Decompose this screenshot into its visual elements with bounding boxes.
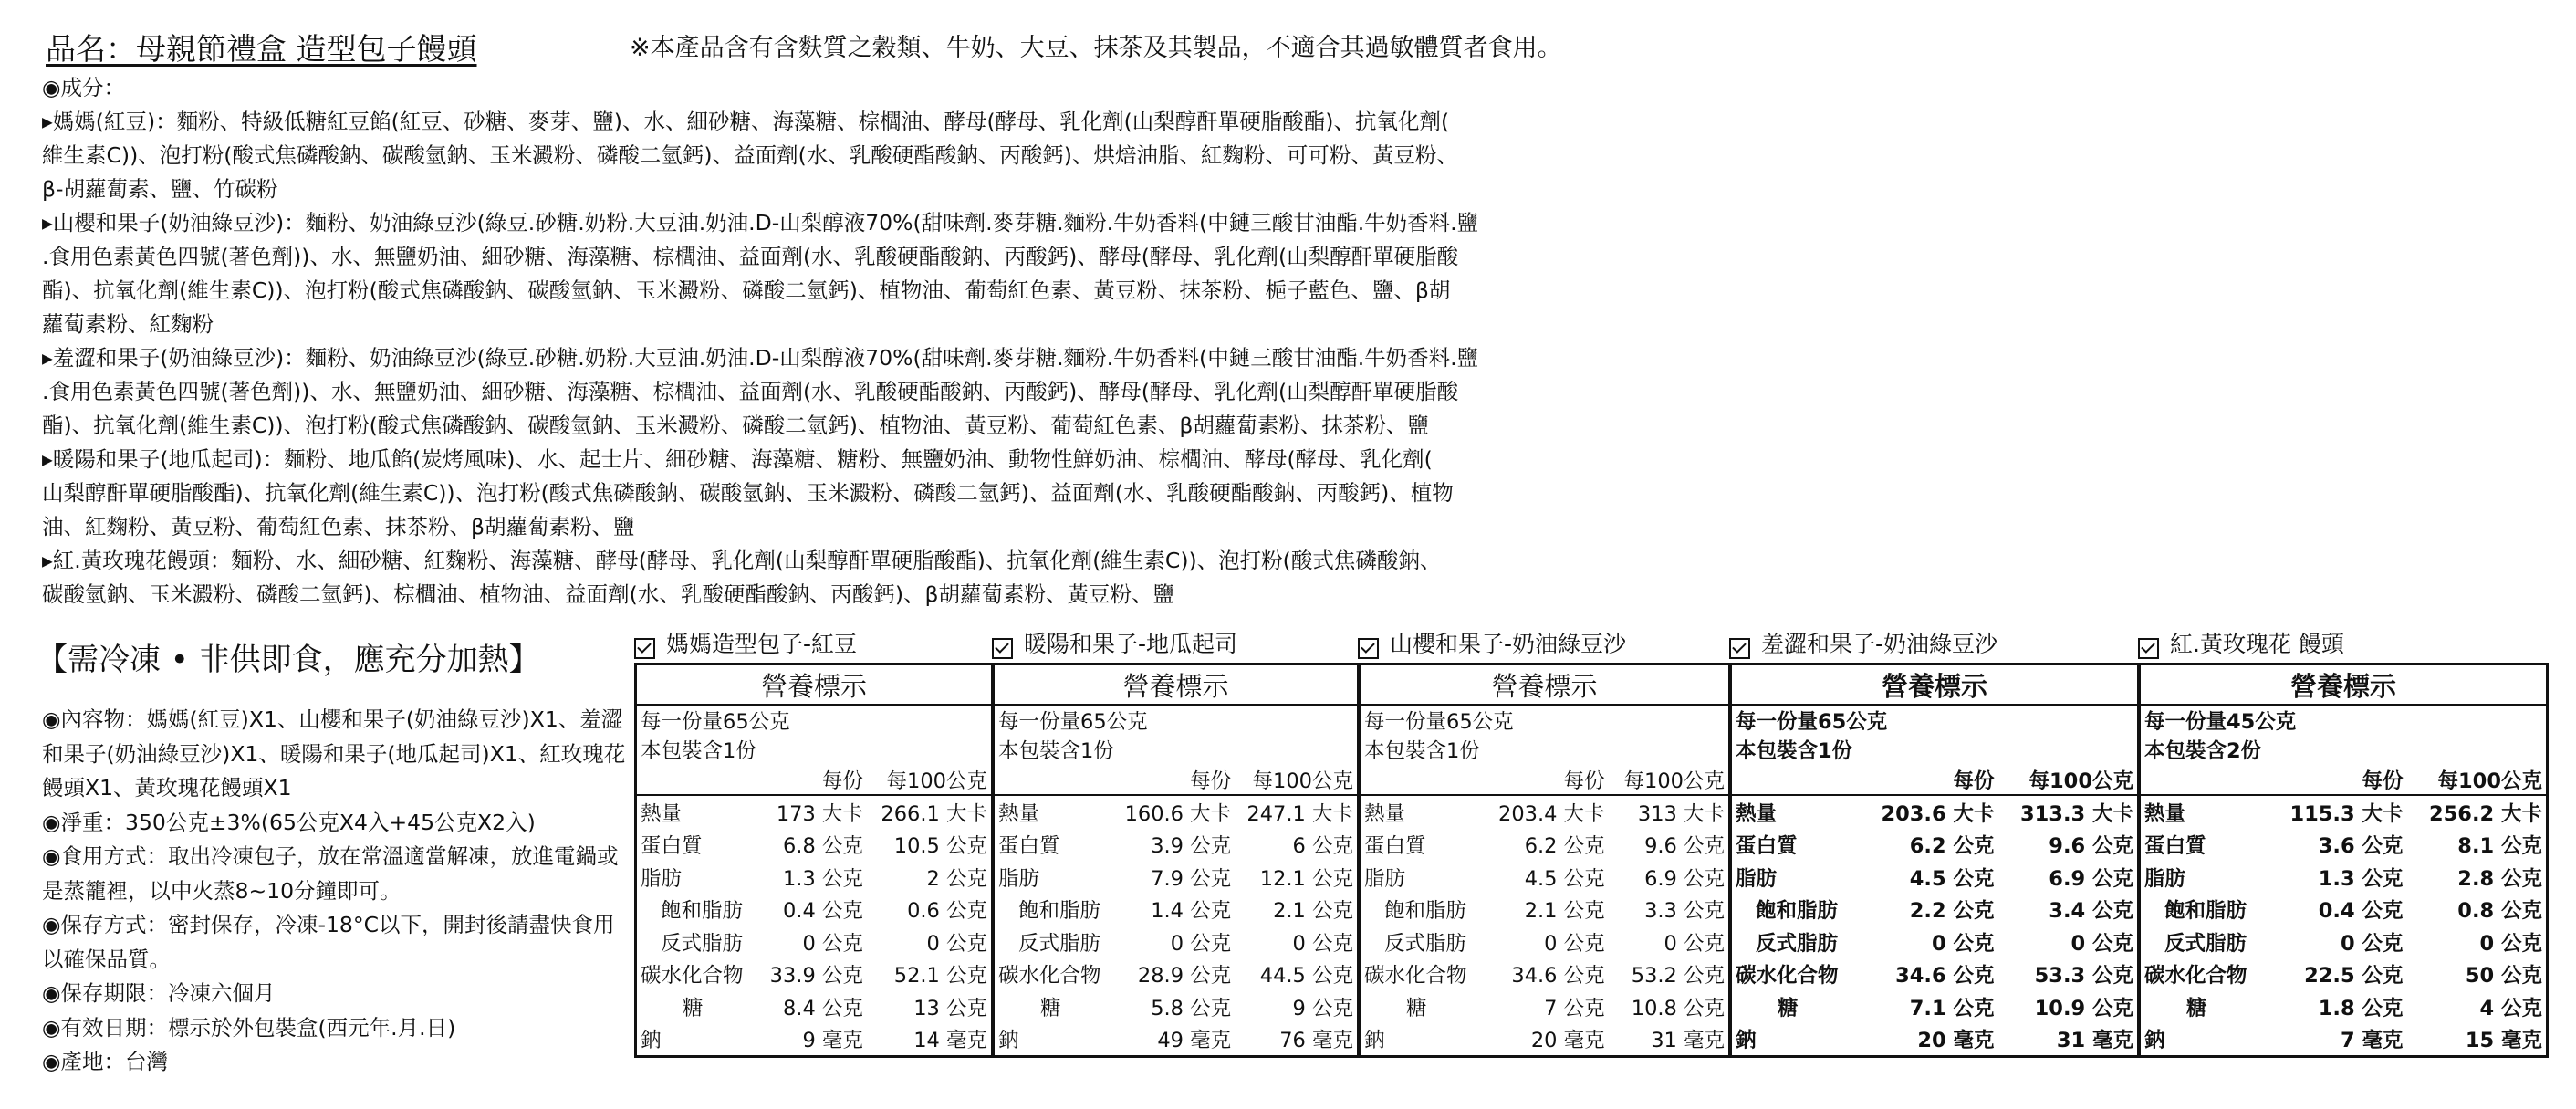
servings-per-package: 本包裝含1份	[1736, 739, 1853, 763]
per-serving-value: 2.1 公克	[1524, 899, 1605, 924]
per-serving-value: 3.6 公克	[2318, 834, 2404, 859]
nutrition-header: 營養標示	[994, 664, 1359, 706]
per-100g-value: 256.2 大卡	[2428, 801, 2542, 826]
nutrient-label: 糖	[1778, 996, 1799, 1020]
per-100g-value: 3.3 公克	[1644, 899, 1725, 924]
nutrition-row	[994, 1023, 1359, 1057]
nutrition-header: 營養標示	[1360, 664, 1730, 706]
allergen-notice: ※本產品含有含麩質之穀類、牛奶、大豆、抹茶及其製品，不適合其過敏體質者食用。	[630, 34, 1562, 62]
per-100g-value: 6.9 公克	[1644, 866, 1725, 891]
nutrient-label: 熱量	[2144, 801, 2186, 826]
nutrition-table	[1358, 663, 1731, 1058]
nutrition-row	[1731, 894, 2139, 926]
nutrition-row	[2140, 829, 2548, 862]
col-per-serving: 每份	[757, 764, 867, 795]
per-100g-value: 13 公克	[913, 996, 987, 1020]
nutrition-table	[2138, 663, 2549, 1058]
col-per-serving: 每份	[1859, 764, 1997, 795]
per-serving-value: 1.3 公克	[2318, 866, 2404, 891]
frozen-warning: 【需冷凍 • 非供即食，應充分加熱】	[37, 642, 540, 678]
nutrition-tables	[634, 613, 2550, 1070]
per-serving-value: 8.4 公克	[782, 996, 863, 1020]
col-per-100g: 每100公克	[1997, 764, 2138, 795]
nutrient-label: 碳水化合物	[998, 964, 1101, 989]
nutrient-label: 蛋白質	[998, 834, 1060, 859]
nutrient-label: 飽和脂肪	[2164, 899, 2247, 924]
servings-per-package: 本包裝含1份	[1364, 739, 1480, 763]
nutrition-row	[1360, 795, 1730, 829]
nutrient-label: 蛋白質	[641, 834, 703, 859]
per-serving-value: 0 公克	[1931, 931, 1995, 956]
contents-text: ◉內容物：媽媽(紅豆)X1、山櫻和果子(奶油綠豆沙)X1、羞澀和果子(奶油綠豆沙)X1、暖陽和果子(地瓜起司)X1、紅玫瑰花饅頭X1、黃玫瑰花饅頭X1	[42, 706, 626, 800]
nutrition-row	[636, 894, 993, 926]
nutrition-panel	[634, 613, 994, 1058]
nutrient-label: 熱量	[998, 801, 1040, 826]
per-100g-value: 2 公克	[926, 866, 987, 891]
per-100g-value: 14 毫克	[913, 1029, 987, 1053]
per-100g-value: 44.5 公克	[1259, 964, 1353, 989]
serving-size: 每一份量65公克	[998, 710, 1148, 734]
nutrient-label: 飽和脂肪	[661, 899, 744, 924]
nutrient-label: 熱量	[1736, 801, 1778, 826]
checkbox-checked-icon[interactable]	[1358, 638, 1379, 659]
product-checkbox-row	[992, 613, 1360, 663]
per-serving-value: 6.8 公克	[782, 834, 863, 859]
per-100g-value: 31 毫克	[2056, 1029, 2133, 1053]
nutrient-label: 鈉	[1736, 1029, 1757, 1053]
per-serving-value: 34.6 公克	[1895, 964, 1995, 989]
per-serving-value: 7.1 公克	[1909, 996, 1995, 1020]
ingredients-section	[42, 71, 1726, 612]
nutrition-table	[992, 663, 1360, 1058]
servings-per-package: 本包裝含1份	[998, 739, 1114, 763]
product-checkbox-row	[634, 613, 994, 663]
ingredients-line: 碳酸氫鈉、玉米澱粉、磷酸二氫鈣)、棕櫚油、植物油、益面劑(水、乳酸硬酯酸鈉、丙酸鈣)、β胡蘿蔔素粉、黃豆粉、鹽	[42, 581, 1175, 607]
ingredients-line: ▸山櫻和果子(奶油綠豆沙)：麵粉、奶油綠豆沙(綠豆.砂糖.奶粉.大豆油.奶油.D-山梨醇液70%(甜味劑.麥芽糖.麵粉.牛奶香料(中鏈三酸甘油酯.牛奶香料.鹽	[42, 210, 1479, 235]
nutrient-label: 脂肪	[998, 866, 1040, 891]
per-100g-value: 76 毫克	[1279, 1029, 1353, 1053]
nutrition-row	[994, 795, 1359, 829]
nutrition-row	[636, 1023, 993, 1057]
per-serving-value: 20 毫克	[1530, 1029, 1605, 1053]
per-serving-value: 1.4 公克	[1151, 899, 1232, 924]
col-per-serving: 每份	[2268, 764, 2406, 795]
per-serving-value: 1.8 公克	[2318, 996, 2404, 1020]
ingredients-line: .食用色素黃色四號(著色劑))、水、無鹽奶油、細砂糖、海藻糖、棕櫚油、益面劑(水、乳酸硬酯酸鈉、丙酸鈣)、酵母(酵母、乳化劑(山梨醇酐單硬脂酸	[42, 244, 1459, 269]
ingredients-line: ▸紅.黃玫瑰花饅頭：麵粉、水、細砂糖、紅麴粉、海藻糖、酵母(酵母、乳化劑(山梨醇酐單硬脂酸酯)、抗氧化劑(維生素C))、泡打粉(酸式焦磷酸鈉、	[42, 548, 1442, 573]
nutrition-row	[994, 861, 1359, 894]
nutrition-row	[1731, 829, 2139, 862]
product-checkbox-row	[1729, 613, 2140, 663]
per-100g-value: 0.8 公克	[2457, 899, 2542, 924]
serving-size: 每一份量65公克	[641, 710, 790, 734]
per-100g-value: 50 公克	[2465, 964, 2542, 989]
per-serving-value: 0.4 公克	[2318, 899, 2404, 924]
serving-size: 每一份量45公克	[2144, 710, 2297, 734]
per-100g-value: 31 毫克	[1651, 1029, 1725, 1053]
nutrition-row	[1360, 829, 1730, 862]
per-100g-value: 0 公克	[926, 931, 987, 956]
nutrient-label: 蛋白質	[2144, 834, 2206, 859]
nutrient-label: 飽和脂肪	[1018, 899, 1101, 924]
per-serving-value: 160.6 大卡	[1124, 801, 1232, 826]
per-serving-value: 20 毫克	[1917, 1029, 1995, 1053]
nutrition-row	[994, 829, 1359, 862]
nutrition-header: 營養標示	[636, 664, 993, 706]
nutrition-row	[636, 795, 993, 829]
nutrition-row	[1731, 795, 2139, 829]
ingredients-line: β-胡蘿蔔素、鹽、竹碳粉	[42, 176, 278, 202]
checkbox-checked-icon[interactable]	[992, 638, 1013, 659]
per-100g-value: 9.6 公克	[1644, 834, 1725, 859]
per-serving-value: 4.5 公克	[1524, 866, 1605, 891]
per-serving-value: 33.9 公克	[769, 964, 863, 989]
nutrition-row	[2140, 958, 2548, 991]
per-serving-value: 5.8 公克	[1151, 996, 1232, 1020]
per-serving-value: 173 大卡	[776, 801, 863, 826]
nutrition-row	[994, 926, 1359, 958]
per-serving-value: 22.5 公克	[2304, 964, 2404, 989]
product-checkbox-label: 媽媽造型包子-紅豆	[666, 631, 858, 657]
nutrition-row	[636, 861, 993, 894]
per-serving-value: 1.3 公克	[782, 866, 863, 891]
nutrition-table	[634, 663, 994, 1058]
per-serving-value: 0 公克	[2340, 931, 2404, 956]
per-serving-value: 0 公克	[1544, 931, 1605, 956]
product-checkbox-row	[1358, 613, 1731, 663]
per-serving-value: 3.9 公克	[1151, 834, 1232, 859]
nutrient-label: 脂肪	[641, 866, 683, 891]
per-100g-value: 0 公克	[1663, 931, 1725, 956]
per-100g-value: 0 公克	[2479, 931, 2542, 956]
ingredients-line: 山梨醇酐單硬脂酸酯)、抗氧化劑(維生素C))、泡打粉(酸式焦磷酸鈉、碳酸氫鈉、玉米澱粉、磷酸二氫鈣)、益面劑(水、乳酸硬酯酸鈉、丙酸鈣)、植物	[42, 480, 1454, 506]
shelf-life-text: ◉保存期限：冷凍六個月	[42, 980, 276, 1006]
per-100g-value: 9 公克	[1292, 996, 1353, 1020]
per-100g-value: 52.1 公克	[893, 964, 987, 989]
product-checkbox-label: 山櫻和果子-奶油綠豆沙	[1390, 631, 1627, 657]
ingredients-line: ▸暖陽和果子(地瓜起司)：麵粉、地瓜餡(炭烤風味)、水、起士片、細砂糖、海藻糖、糖粉、無鹽奶油、動物性鮮奶油、棕櫚油、酵母(酵母、乳化劑(	[42, 446, 1433, 472]
nutrition-row	[2140, 990, 2548, 1023]
nutrition-row	[994, 958, 1359, 991]
per-100g-value: 4 公克	[2479, 996, 2542, 1020]
nutrition-row	[2140, 926, 2548, 958]
nutrition-row	[1731, 926, 2139, 958]
per-serving-value: 6.2 公克	[1524, 834, 1605, 859]
nutrient-label: 蛋白質	[1364, 834, 1426, 859]
product-checkbox-label: 暖陽和果子-地瓜起司	[1024, 631, 1238, 657]
per-100g-value: 0.6 公克	[907, 899, 987, 924]
serving-size: 每一份量65公克	[1364, 710, 1514, 734]
nutrition-header: 營養標示	[1731, 664, 2139, 706]
nutrition-row	[636, 990, 993, 1023]
per-serving-value: 2.2 公克	[1909, 899, 1995, 924]
servings-per-package: 本包裝含2份	[2144, 739, 2262, 763]
product-checkbox-row	[2138, 613, 2549, 663]
nutrition-row	[2140, 795, 2548, 829]
ingredients-line: 蘿蔔素粉、紅麴粉	[42, 311, 214, 337]
nutrient-label: 脂肪	[1364, 866, 1406, 891]
ingredients-line: 維生素C))、泡打粉(酸式焦磷酸鈉、碳酸氫鈉、玉米澱粉、磷酸二氫鈣)、益面劑(水、乳酸硬酯酸鈉、丙酸鈣)、烘焙油脂、紅麴粉、可可粉、黃豆粉、	[42, 142, 1458, 168]
per-serving-value: 7.9 公克	[1151, 866, 1232, 891]
nutrient-label: 鈉	[1364, 1029, 1385, 1053]
per-100g-value: 15 毫克	[2465, 1029, 2542, 1053]
per-100g-value: 53.3 公克	[2034, 964, 2133, 989]
per-100g-value: 6.9 公克	[2049, 866, 2133, 891]
nutrition-panel	[992, 613, 1360, 1058]
per-100g-value: 3.4 公克	[2049, 899, 2133, 924]
ingredients-line: ▸羞澀和果子(奶油綠豆沙)：麵粉、奶油綠豆沙(綠豆.砂糖.奶粉.大豆油.奶油.D-山梨醇液70%(甜味劑.麥芽糖.麵粉.牛奶香料(中鏈三酸甘油酯.牛奶香料.鹽	[42, 345, 1479, 371]
per-serving-value: 115.3 大卡	[2289, 801, 2404, 826]
per-serving-value: 0 公克	[802, 931, 863, 956]
product-checkbox-label: 紅.黃玫瑰花 饅頭	[2170, 631, 2344, 657]
per-serving-value: 203.6 大卡	[1881, 801, 1995, 826]
per-100g-value: 10.9 公克	[2034, 996, 2133, 1020]
nutrient-label: 熱量	[641, 801, 683, 826]
per-100g-value: 266.1 大卡	[881, 801, 987, 826]
nutrient-label: 鈉	[2144, 1029, 2165, 1053]
per-serving-value: 49 毫克	[1157, 1029, 1232, 1053]
nutrient-label: 脂肪	[1736, 866, 1778, 891]
nutrition-header: 營養標示	[2140, 664, 2548, 706]
product-info	[42, 703, 626, 1080]
nutrition-row	[1731, 861, 2139, 894]
nutrition-row	[1360, 861, 1730, 894]
nutrition-panel	[2138, 613, 2549, 1058]
ingredients-line: 油、紅麴粉、黃豆粉、葡萄紅色素、抹茶粉、β胡蘿蔔素粉、鹽	[42, 514, 635, 539]
col-per-100g: 每100公克	[867, 764, 993, 795]
nutrient-label: 反式脂肪	[2164, 931, 2247, 956]
nutrient-label: 碳水化合物	[2144, 964, 2247, 989]
per-100g-value: 0 公克	[1292, 931, 1353, 956]
nutrition-row	[1360, 958, 1730, 991]
per-serving-value: 34.6 公克	[1511, 964, 1605, 989]
nutrient-label: 糖	[1040, 996, 1061, 1020]
checkbox-checked-icon[interactable]	[2138, 638, 2159, 659]
col-per-100g: 每100公克	[1235, 764, 1358, 795]
product-title: 品名：母親節禮盒 造型包子饅頭	[46, 31, 477, 67]
nutrition-row	[1731, 958, 2139, 991]
ingredients-line: ▸媽媽(紅豆)：麵粉、特級低糖紅豆餡(紅豆、砂糖、麥芽、鹽)、水、細砂糖、海藻糖、棕櫚油、酵母(酵母、乳化劑(山梨醇酐單硬脂酸酯)、抗氧化劑(	[42, 109, 1450, 134]
per-100g-value: 12.1 公克	[1259, 866, 1353, 891]
servings-per-package: 本包裝含1份	[641, 739, 756, 763]
nutrient-label: 鈉	[998, 1029, 1019, 1053]
nutrition-row	[2140, 1023, 2548, 1057]
col-per-serving: 每份	[1112, 764, 1235, 795]
nutrient-label: 鈉	[641, 1029, 662, 1053]
nutrition-table	[1729, 663, 2140, 1058]
per-serving-value: 6.2 公克	[1909, 834, 1995, 859]
ingredients-heading: ◉成分：	[42, 75, 126, 100]
nutrient-label: 糖	[1406, 996, 1427, 1020]
nutrient-label: 反式脂肪	[661, 931, 744, 956]
col-per-100g: 每100公克	[2406, 764, 2547, 795]
nutrient-label: 碳水化合物	[1736, 964, 1839, 989]
product-checkbox-label: 羞澀和果子-奶油綠豆沙	[1761, 631, 1998, 657]
nutrition-row	[636, 829, 993, 862]
nutrition-row	[1360, 926, 1730, 958]
col-per-100g: 每100公克	[1609, 764, 1730, 795]
nutrient-label: 熱量	[1364, 801, 1406, 826]
col-per-serving: 每份	[1483, 764, 1609, 795]
per-serving-value: 9 毫克	[802, 1029, 863, 1053]
nutrient-label: 反式脂肪	[1756, 931, 1839, 956]
nutrition-row	[2140, 861, 2548, 894]
nutrition-row	[994, 990, 1359, 1023]
per-100g-value: 313 大卡	[1637, 801, 1725, 826]
per-100g-value: 313.3 大卡	[2019, 801, 2133, 826]
per-serving-value: 203.4 大卡	[1498, 801, 1605, 826]
usage-text: ◉食用方式：取出冷凍包子，放在常溫適當解凍，放進電鍋或是蒸籠裡，以中火蒸8~10分鐘即可。	[42, 843, 619, 904]
nutrition-row	[994, 894, 1359, 926]
nutrient-label: 碳水化合物	[1364, 964, 1467, 989]
ingredients-line: 酯)、抗氧化劑(維生素C))、泡打粉(酸式焦磷酸鈉、碳酸氫鈉、玉米澱粉、磷酸二氫鈣)、植物油、葡萄紅色素、黃豆粉、抹茶粉、梔子藍色、鹽、β胡	[42, 277, 1451, 303]
nutrition-row	[1360, 894, 1730, 926]
serving-size: 每一份量65公克	[1736, 710, 1888, 734]
net-weight-text: ◉淨重：350公克±3%(65公克X4入+45公克X2入)	[42, 809, 536, 835]
ingredients-line: .食用色素黃色四號(著色劑))、水、無鹽奶油、細砂糖、海藻糖、棕櫚油、益面劑(水、乳酸硬酯酸鈉、丙酸鈣)、酵母(酵母、乳化劑(山梨醇酐單硬脂酸	[42, 379, 1459, 404]
nutrient-label: 飽和脂肪	[1756, 899, 1839, 924]
nutrient-label: 反式脂肪	[1018, 931, 1101, 956]
storage-text: ◉保存方式：密封保存，冷凍-18°C以下，開封後請盡快食用以確保品質。	[42, 912, 615, 972]
nutrition-row	[636, 926, 993, 958]
nutrient-label: 糖	[2186, 996, 2207, 1020]
per-100g-value: 10.5 公克	[893, 834, 987, 859]
per-serving-value: 7 毫克	[2340, 1029, 2404, 1053]
nutrition-row	[636, 958, 993, 991]
nutrient-label: 脂肪	[2144, 866, 2186, 891]
per-100g-value: 8.1 公克	[2457, 834, 2542, 859]
per-100g-value: 2.1 公克	[1273, 899, 1353, 924]
nutrition-row	[1731, 1023, 2139, 1057]
per-serving-value: 7 公克	[1544, 996, 1605, 1020]
per-100g-value: 0 公克	[2070, 931, 2133, 956]
per-100g-value: 247.1 大卡	[1246, 801, 1353, 826]
origin-text: ◉產地：台灣	[42, 1049, 169, 1074]
nutrient-label: 蛋白質	[1736, 834, 1798, 859]
checkbox-checked-icon[interactable]	[634, 638, 655, 659]
nutrition-row	[1360, 990, 1730, 1023]
per-serving-value: 0.4 公克	[782, 899, 863, 924]
nutrient-label: 糖	[683, 996, 704, 1020]
per-100g-value: 53.2 公克	[1631, 964, 1725, 989]
nutrition-row	[1360, 1023, 1730, 1057]
per-100g-value: 2.8 公克	[2457, 866, 2542, 891]
nutrition-panel	[1358, 613, 1731, 1058]
checkbox-checked-icon[interactable]	[1729, 638, 1750, 659]
per-serving-value: 0 公克	[1170, 931, 1232, 956]
expiry-text: ◉有效日期：標示於外包裝盒(西元年.月.日)	[42, 1014, 456, 1041]
nutrient-label: 飽和脂肪	[1384, 899, 1467, 924]
nutrition-row	[2140, 894, 2548, 926]
per-100g-value: 10.8 公克	[1631, 996, 1725, 1020]
nutrition-row	[1731, 990, 2139, 1023]
nutrition-panel	[1729, 613, 2140, 1058]
per-100g-value: 6 公克	[1292, 834, 1353, 859]
nutrient-label: 碳水化合物	[641, 964, 744, 989]
nutrient-label: 反式脂肪	[1384, 931, 1467, 956]
ingredients-line: 酯)、抗氧化劑(維生素C))、泡打粉(酸式焦磷酸鈉、碳酸氫鈉、玉米澱粉、磷酸二氫鈣)、植物油、黃豆粉、葡萄紅色素、β胡蘿蔔素粉、抹茶粉、鹽	[42, 413, 1429, 438]
per-serving-value: 4.5 公克	[1909, 866, 1995, 891]
per-serving-value: 28.9 公克	[1137, 964, 1232, 989]
per-100g-value: 9.6 公克	[2049, 834, 2133, 859]
